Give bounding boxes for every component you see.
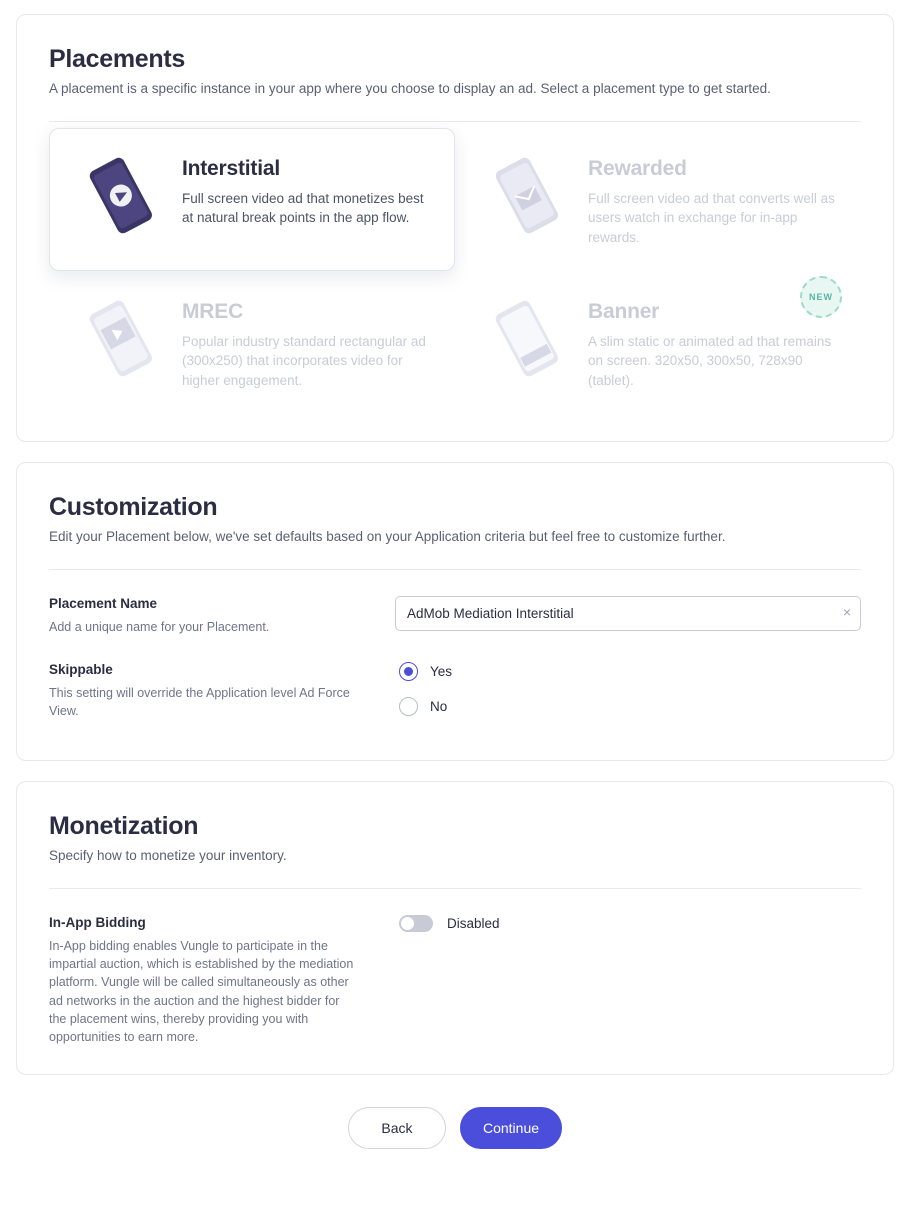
continue-button[interactable]: Continue — [460, 1107, 562, 1149]
monetization-subtitle: Specify how to monetize your inventory. — [49, 848, 287, 864]
placement-name-field-col — [395, 596, 861, 636]
rewarded-desc: Full screen video ad that converts well as users watch in exchange for in-app rewards. — [588, 190, 835, 246]
customization-divider — [49, 569, 861, 570]
banner-text — [588, 296, 838, 391]
mrec-desc: Popular industry standard rectangular ad (300x250) that incorporates video for higher engagement. — [182, 333, 426, 388]
new-badge: NEW — [800, 276, 842, 318]
skippable-label-col — [49, 662, 399, 732]
placement-name-label: Placement Name — [49, 596, 158, 612]
placement-option-interstitial[interactable] — [49, 128, 455, 271]
banner-title: Banner — [588, 299, 660, 323]
placements-title: Placements — [49, 45, 185, 73]
monetization-card — [16, 781, 894, 1075]
placement-option-rewarded[interactable] — [455, 128, 861, 271]
placement-name-input[interactable] — [395, 596, 861, 631]
wizard-footer — [16, 1095, 894, 1169]
rewarded-illustration-icon — [478, 153, 574, 239]
interstitial-desc: Full screen video ad that monetizes best at natural break points in the app flow. — [182, 190, 424, 226]
in-app-bidding-field-col — [399, 915, 861, 1046]
rewarded-title: Rewarded — [588, 156, 687, 180]
placement-option-banner[interactable] — [455, 271, 861, 414]
in-app-bidding-label: In-App Bidding — [49, 915, 146, 931]
skippable-row — [49, 662, 861, 732]
mrec-title: MREC — [182, 299, 244, 323]
monetization-title: Monetization — [49, 812, 199, 841]
placements-subtitle: A placement is a specific instance in your app where you choose to display an ad. Select a placement type to get started. — [49, 81, 771, 96]
banner-desc: A slim static or animated ad that remains on screen. 320x50, 300x50, 728x90 (tablet). — [588, 333, 832, 388]
mrec-text — [182, 296, 432, 391]
in-app-bidding-toggle[interactable] — [399, 915, 433, 932]
skippable-option-yes[interactable] — [399, 662, 861, 681]
radio-checked-icon[interactable] — [399, 662, 418, 681]
mrec-illustration-icon — [72, 296, 168, 382]
placements-divider — [49, 121, 861, 122]
interstitial-text — [182, 153, 432, 228]
rewarded-text — [588, 153, 838, 248]
placement-name-label-col — [49, 596, 395, 636]
skippable-yes-label: Yes — [430, 664, 453, 680]
in-app-bidding-row — [49, 915, 861, 1046]
placement-type-grid — [49, 128, 861, 413]
skippable-option-no[interactable] — [399, 697, 861, 716]
in-app-bidding-state-label: Disabled — [447, 916, 500, 932]
skippable-no-label: No — [430, 699, 448, 715]
placement-name-row — [49, 596, 861, 636]
customization-title: Customization — [49, 493, 218, 522]
placement-name-input-wrap — [395, 596, 861, 631]
placements-card — [16, 14, 894, 442]
in-app-bidding-toggle-row — [399, 915, 861, 932]
radio-unchecked-icon[interactable] — [399, 697, 418, 716]
in-app-bidding-label-col — [49, 915, 399, 1046]
interstitial-title: Interstitial — [182, 156, 280, 180]
toggle-knob-icon — [401, 917, 414, 930]
placement-name-help: Add a unique name for your Placement. — [49, 620, 270, 635]
in-app-bidding-help: In-App bidding enables Vungle to participate in the impartial auction, which is established by the mediation platform. Vungle will be called simultaneously as other ad networks in the auction and the highest bidder for the placement wins, thereby providing you with opportunities to earn more. — [49, 939, 354, 1044]
back-button[interactable]: Back — [348, 1107, 446, 1149]
skippable-field-col — [399, 662, 861, 732]
banner-illustration-icon — [478, 296, 574, 382]
interstitial-illustration-icon — [72, 153, 168, 239]
monetization-divider — [49, 888, 861, 889]
clear-icon[interactable]: × — [842, 604, 851, 621]
placement-option-mrec[interactable] — [49, 271, 455, 414]
customization-subtitle: Edit your Placement below, we've set defaults based on your Application criteria but feel free to customize further. — [49, 529, 726, 545]
customization-card — [16, 462, 894, 761]
skippable-label: Skippable — [49, 662, 113, 678]
skippable-help: This setting will override the Application level Ad Force View. — [49, 686, 350, 719]
